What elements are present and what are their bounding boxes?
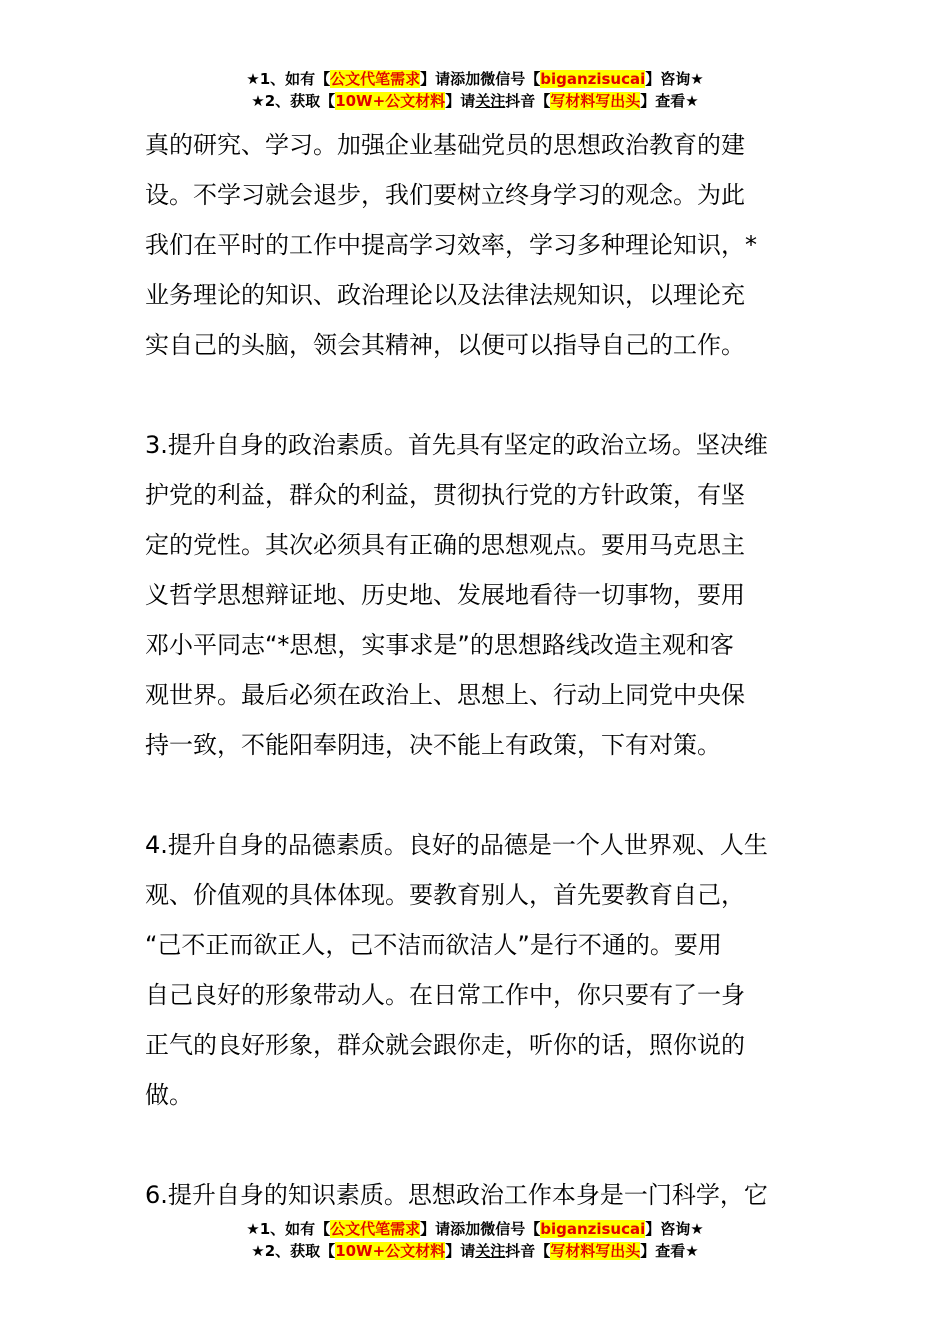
text-line: “己不正而欲正人，己不洁而欲洁人”是行不通的。要用 (145, 931, 722, 959)
banner-line-1: ★1、如有【公文代笔需求】请添加微信号【biganzisucai】咨询★ (246, 70, 704, 88)
footer-banner (0, 1218, 950, 1262)
text-line: 义哲学思想辩证地、历史地、发展地看待一切事物，要用 (145, 581, 745, 609)
highlight-ghostwriting: 公文代笔需求 (330, 1220, 421, 1238)
text-line: 做。 (145, 1081, 193, 1109)
text-line: 观、价值观的具体体现。要教育别人，首先要教育自己， (145, 881, 745, 909)
text-line: 4.提升自身的品德素质。良好的品德是一个人世界观、人生 (145, 831, 768, 859)
paragraph-political-quality (145, 420, 815, 770)
text-line: 持一致，不能阳奉阴违，决不能上有政策，下有对策。 (145, 731, 721, 759)
text-line: 正气的良好形象，群众就会跟你走，听你的话，照你说的 (145, 1031, 745, 1059)
highlight-wechat-id: biganzisucai (540, 1220, 646, 1238)
paragraph-knowledge-quality (145, 1170, 815, 1220)
highlight-douyin: 写材料写出头 (550, 1242, 641, 1260)
banner-line-2: ★2、获取【10W+公文材料】请关注抖音【写材料写出头】查看★ (251, 92, 699, 110)
document-body (145, 120, 815, 1220)
text-line: 我们在平时的工作中提高学习效率，学习多种理论知识，* (145, 231, 757, 259)
banner-line-2: ★2、获取【10W+公文材料】请关注抖音【写材料写出头】查看★ (251, 1242, 699, 1260)
text-line: 实自己的头脑，领会其精神，以便可以指导自己的工作。 (145, 331, 745, 359)
text-line: 6.提升自身的知识素质。思想政治工作本身是一门科学，它 (145, 1181, 768, 1209)
paragraph-study (145, 120, 815, 370)
text-line: 业务理论的知识、政治理论以及法律法规知识，以理论充 (145, 281, 745, 309)
text-line: 3.提升自身的政治素质。首先具有坚定的政治立场。坚决维 (145, 431, 768, 459)
text-line: 自己良好的形象带动人。在日常工作中，你只要有了一身 (145, 981, 745, 1009)
highlight-douyin: 写材料写出头 (550, 92, 641, 110)
text-line: 护党的利益，群众的利益，贯彻执行党的方针政策，有坚 (145, 481, 745, 509)
header-banner (0, 68, 950, 112)
highlight-materials: 10W+公文材料 (335, 1242, 446, 1260)
text-line: 定的党性。其次必须具有正确的思想观点。要用马克思主 (145, 531, 745, 559)
text-line: 真的研究、学习。加强企业基础党员的思想政治教育的建 (145, 131, 745, 159)
highlight-ghostwriting: 公文代笔需求 (330, 70, 421, 88)
banner-line-1: ★1、如有【公文代笔需求】请添加微信号【biganzisucai】咨询★ (246, 1220, 704, 1238)
text-line: 设。不学习就会退步，我们要树立终身学习的观念。为此 (145, 181, 745, 209)
text-line: 观世界。最后必须在政治上、思想上、行动上同党中央保 (145, 681, 745, 709)
paragraph-moral-quality (145, 820, 815, 1120)
text-line: 邓小平同志“*思想，实事求是”的思想路线改造主观和客 (145, 631, 734, 659)
highlight-materials: 10W+公文材料 (335, 92, 446, 110)
highlight-wechat-id: biganzisucai (540, 70, 646, 88)
